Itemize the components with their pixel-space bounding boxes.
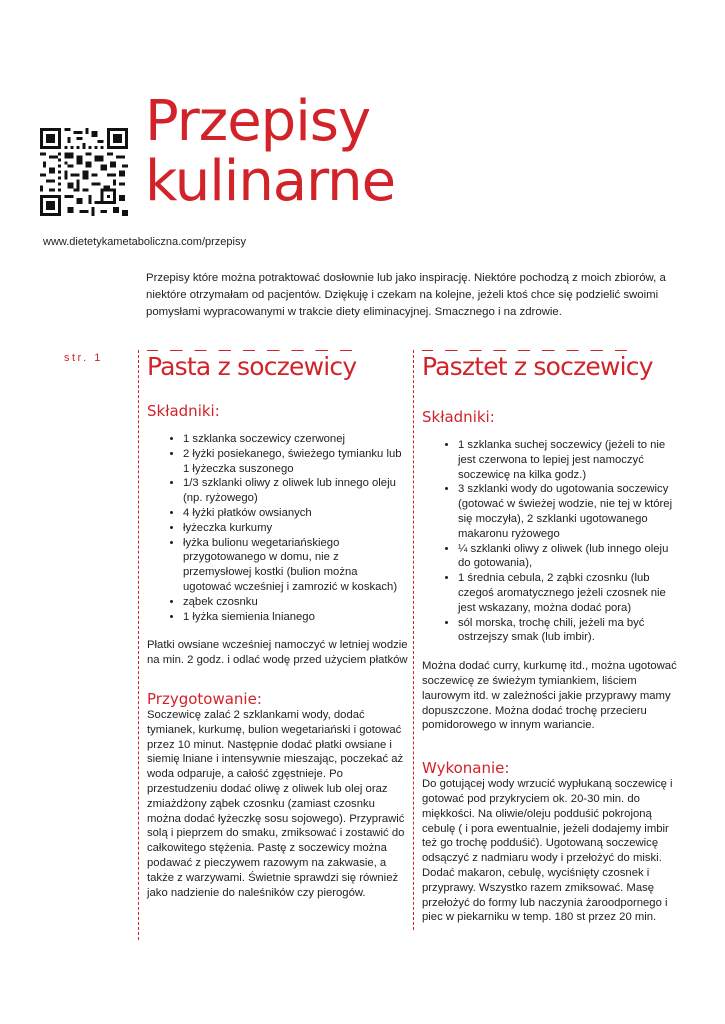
recipe-title: Pasta z soczewicy [147,352,357,381]
list-item: • sól morska, trochę chili, jeżeli ma być ostrzejszy smak (lub imbir). [458,616,684,646]
list-item: • łyżka bulionu wegetariańskiego przygotowanego w domu, nie z przemysłowej kostki (bulion można ugotować wcześniej i zamrozić w koskach) [183,536,409,595]
recipe-column-pasztet [413,350,684,930]
list-item: • 4 łyżki płatków owsianych [183,506,409,521]
ingredients-list [422,438,684,645]
method-text: Soczewicę zalać 2 szklankami wody, dodać tymianek, kurkumę, bulion wegetariański i gotować przez 10 minut. Następnie dodać płatki owsiane i siemię lniane i intensywnie mieszając, poczekać aż woda odparuje, a całość zgęstnieje. Po przestudzeniu dodać oliwę z oliwek lub olej oraz zmiażdżony ząbek czosnku (zamiast czosnku można dodać łyżeczkę sosu sojowego). Przyprawić solą i pieprzem do smaku, zmiksować i zostawić do całkowitego stężenia. Pastę z soczewicy można podawać z pieczywem razowym na zakwasie, a także z warzywami. Świetnie sprawdzi się również jako nadzienie do naleśników czy pierogów. [147,708,405,899]
list-item: • 1 łyżka siemienia lnianego [183,610,409,625]
page-number: str. 1 [64,352,103,364]
list-item: • 1 średnia cebula, 2 ząbki czosnku (lub czegoś aromatycznego jeżeli czosnek nie jest wskazany, można dodać pora) [458,571,684,615]
recipe-title: Pasztet z soczewicy [422,352,653,381]
list-item: • 3 szklanki wody do ugotowania soczewicy (gotować w świeżej wodzie, nie tej w której się moczyła), 2 szklanki ugotowanego makaronu ryżowego [458,482,684,541]
recipe-note: Można dodać curry, kurkumę itd., można ugotować soczewicę ze świeżym tymiankiem, liściem laurowym itd. w zależności jakie przyprawy mamy dopuszczone. Można dodać trochę przecieru pomidorowego w innym wariancie. [422,660,677,732]
website-url[interactable]: www.dietetykametaboliczna.com/przepisy [43,236,246,248]
page-title [145,89,396,214]
list-item: • 1 szklanka soczewicy czerwonej [183,432,409,447]
ingredients-heading: Składniki: [147,402,220,420]
list-item: • 2 łyżki posiekanego, świeżego tymianku lub 1 łyżeczka suszonego [183,447,409,477]
list-item: • łyżeczka kurkumy [183,521,409,536]
list-item: • 1 szklanka suchej soczewicy (jeżeli to nie jest czerwona to lepiej jest namoczyć soczewicę na kilka godz.) [458,438,684,482]
list-item: • 1/3 szklanki oliwy z oliwek lub innego oleju (np. ryżowego) [183,476,409,506]
list-item: • ząbek czosnku [183,595,409,610]
method-heading: Przygotowanie: [147,689,262,708]
list-item: • ¼ szklanki oliwy z oliwek (lub innego oleju do gotowania), [458,542,684,572]
title-line-2: kulinarne [145,149,396,214]
ingredients-list [147,432,409,624]
method-heading: Wykonanie: [422,759,510,778]
title-line-1: Przepisy [145,89,371,154]
dashed-divider [147,350,352,351]
intro-paragraph: Przepisy które można potraktować dosłownie lub jako inspirację. Niektóre pochodzą z moich zbiorów, a niektóre otrzymałam od pacjentów. Dziękuję i czekam na kolejne, jeżeli ktoś chce się podzielić swoimi pomysłami wypracowanymi w trakcie diety eliminacyjnej. Smacznego i na zdrowie. [146,272,666,318]
recipe-column-pasta [138,350,409,940]
qr-code-icon [40,128,128,216]
recipe-note: Płatki owsiane wcześniej namoczyć w letniej wodzie na min. 2 godz. i odlać wodę przed użyciem płatków [147,639,408,667]
method-text: Do gotującej wody wrzucić wypłukaną soczewicę i gotować pod przykryciem ok. 20-30 min. do miękkości. Na oliwie/oleju podduśić pokrojoną cebulę ( i pora ewentualnie, jeżeli dodajemy imbir też go trochę podduśić). Ugotowaną soczewicę odsączyć z nadmiaru wody i przełożyć do miski. Dodać makaron, cebulę, wyciśnięty czosnek i przyprawy. Wszystko razem zmiksować. Masę przełożyć do formy lub naczynia żaroodpornego i piec w piekarniku w temp. 180 st przez 20 min. [422,778,673,924]
dashed-divider [422,350,627,351]
ingredients-heading: Składniki: [422,408,495,426]
